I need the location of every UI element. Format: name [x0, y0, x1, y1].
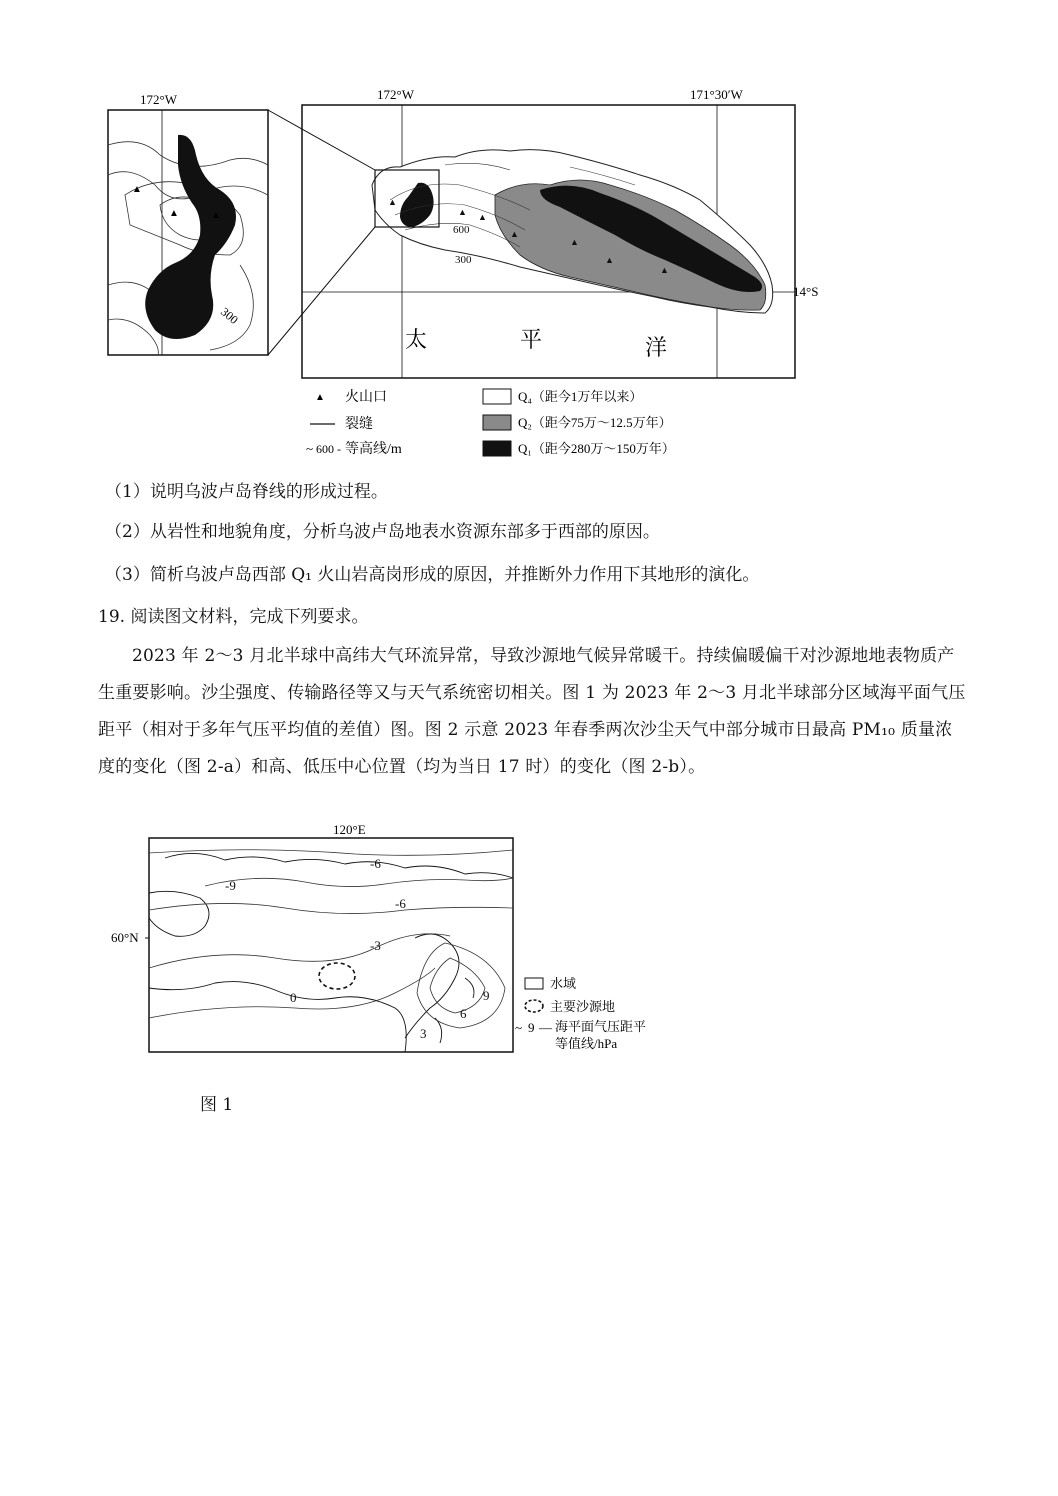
inset-lon-label: 172°W	[140, 92, 177, 107]
question-2: （2）从岩性和地貌角度，分析乌波卢岛地表水资源东部多于西部的原因。	[105, 522, 660, 542]
question-3: （3）简析乌波卢岛西部 Q₁ 火山岩高岗形成的原因，并推断外力作用下其地形的演化。	[105, 565, 760, 585]
question-19-heading: 19. 阅读图文材料，完成下列要求。	[98, 607, 369, 627]
isoline-label: -6	[370, 856, 381, 871]
legend-isoline-label-1: 海平面气压距平	[555, 1019, 647, 1034]
main-crater: ▲	[660, 265, 669, 275]
fig1-map-frame	[149, 838, 513, 1052]
main-crater: ▲	[715, 272, 724, 282]
main-crater: ▲	[458, 207, 467, 217]
isoline-label: -3	[370, 938, 381, 953]
legend-crater-icon: ▲	[315, 392, 325, 403]
inset-crater-2: ▲	[169, 208, 179, 219]
legend-q2-swatch	[483, 415, 511, 430]
legend-q1-label: Q₁（距今280万～150万年）	[518, 441, 675, 456]
svg-text:300: 300	[218, 304, 241, 327]
legend-isoline-label-2: 等值线/hPa	[555, 1036, 618, 1051]
upolu-map-figure	[100, 85, 830, 465]
legend-crater-label: 火山口	[345, 390, 387, 405]
ocean-char-2: 平	[520, 327, 543, 352]
svg-text:600: 600	[453, 224, 470, 236]
main-crater: ▲	[388, 197, 397, 207]
inset-crater-1: ▲	[132, 184, 142, 195]
svg-text:~: ~	[515, 1020, 523, 1035]
isoline-label: -9	[225, 878, 236, 893]
pressure-anomaly-map	[105, 818, 685, 1068]
legend-q1-swatch	[483, 441, 511, 456]
main-crater: ▲	[605, 255, 614, 265]
legend-water-label: 水域	[550, 976, 577, 991]
legend-q4-swatch	[483, 389, 511, 404]
question-1: （1）说明乌波卢岛脊线的形成过程。	[105, 482, 388, 502]
legend-contour-sample: 600	[316, 442, 334, 456]
lat-label: 14°S	[793, 284, 819, 299]
legend-contour-label: 等高线/m	[345, 442, 402, 457]
inset-crater-3: ▲	[211, 210, 221, 221]
legend-sand-icon	[525, 1000, 543, 1012]
legend-water-swatch	[525, 978, 543, 989]
svg-text:300: 300	[455, 254, 472, 266]
svg-text:—: —	[539, 1020, 552, 1035]
question-19-paragraph: 2023 年 2～3 月北半球中高纬大气环流异常，导致沙源地气候异常暖干。持续偏暖偏干对沙源地地表物质产生重要影响。沙尘强度、传输路径等又与天气系统密切相关。图 1 为 2023 年 2～3 月北半球部分区域海平面气压距平（相对于多年气压平均值的差值）图。图 2 示意 2023 年春季两次沙尘天气中部分城市日最高 PM₁₀ 质量浓度的变化（图 2-a）和高、低压中心位置（均为当日 17 时）的变化（图 2-b）。	[98, 646, 966, 777]
legend-isoline-sample: 9	[528, 1020, 535, 1035]
svg-text:~: ~	[306, 441, 314, 456]
main-lon-right-label: 171°30′W	[690, 87, 743, 102]
main-lon-left-label: 172°W	[377, 87, 414, 102]
main-crater: ▲	[478, 212, 487, 222]
ocean-char-3: 洋	[645, 335, 668, 360]
main-crater: ▲	[510, 229, 519, 239]
ocean-char-1: 太	[405, 327, 428, 352]
legend-q4-label: Q₄（距今1万年以来）	[518, 389, 643, 404]
isoline-label: 9	[483, 988, 490, 1003]
main-crater: ▲	[570, 237, 579, 247]
legend-q2-label: Q₂（距今75万～12.5万年）	[518, 415, 672, 430]
isoline-label: 6	[460, 1006, 467, 1021]
svg-text:-: -	[337, 442, 341, 456]
figure-1-caption: 图 1	[200, 1095, 234, 1115]
top-map-legend	[306, 389, 675, 457]
fig1-lat-label: 60°N	[111, 930, 139, 945]
isoline-label: -6	[395, 896, 406, 911]
legend-sand-label: 主要沙源地	[550, 999, 616, 1014]
fig1-legend	[515, 976, 646, 1051]
isoline-label: 3	[420, 1026, 427, 1041]
isoline-label: 0	[290, 990, 297, 1005]
fig1-lon-label: 120°E	[333, 822, 366, 837]
legend-fissure-label: 裂缝	[345, 417, 373, 432]
island-q2-area	[495, 180, 766, 310]
